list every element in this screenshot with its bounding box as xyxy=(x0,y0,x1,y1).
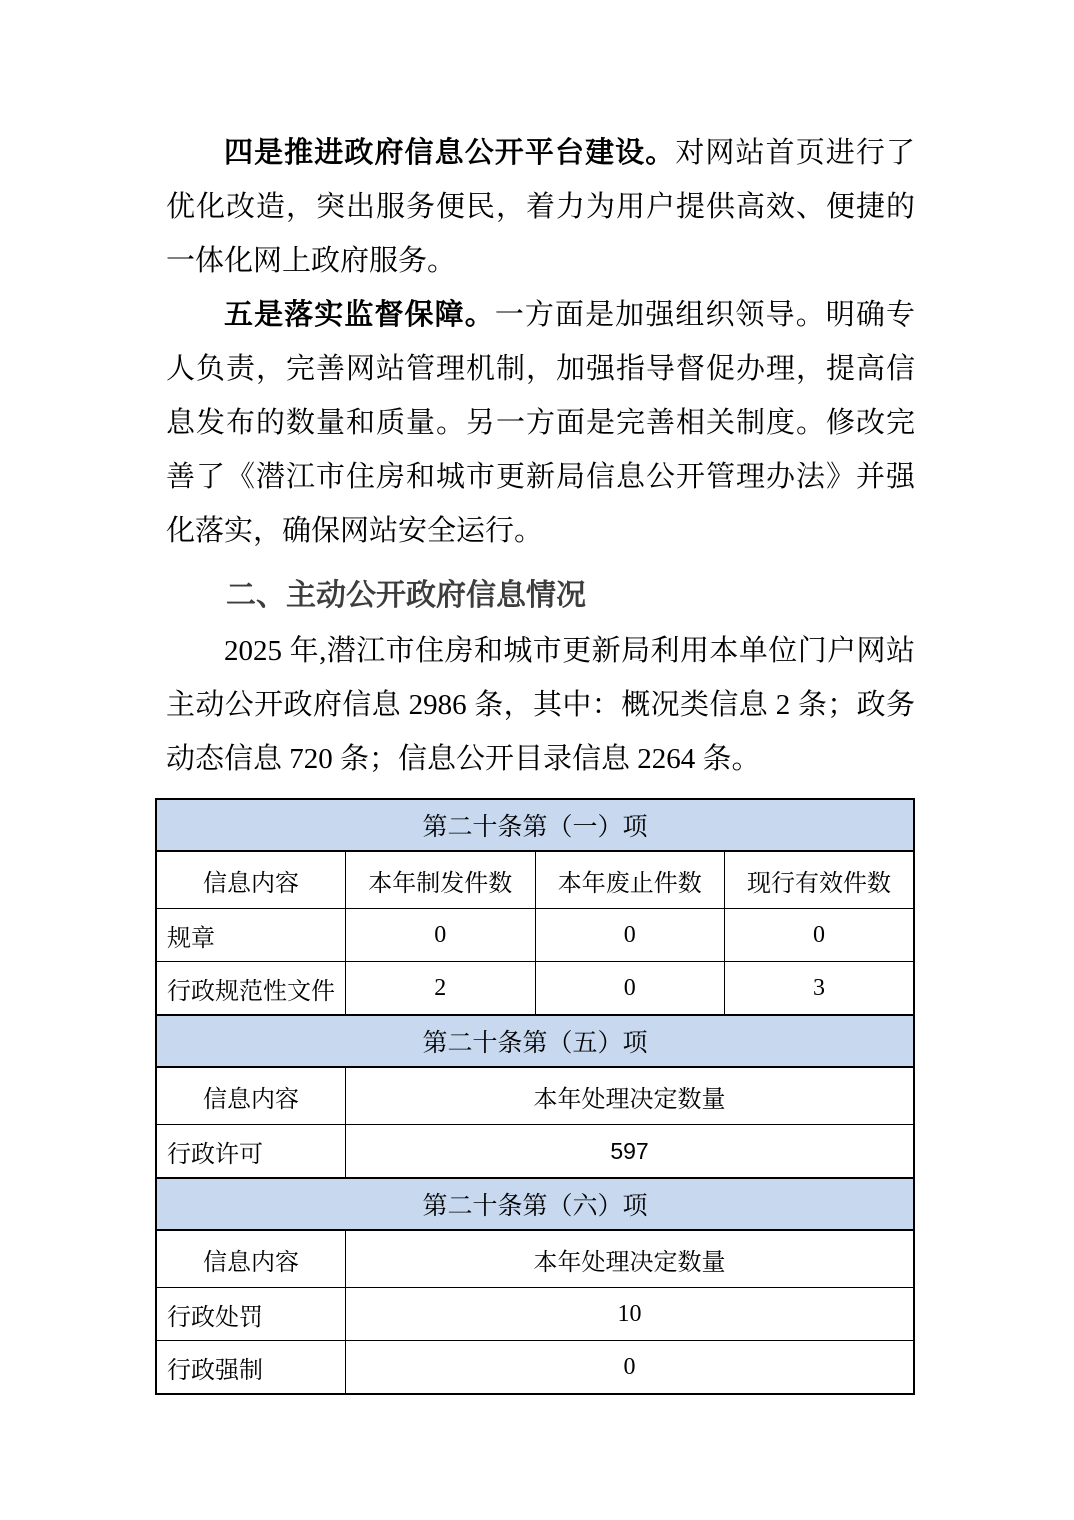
paragraph-five xyxy=(166,288,915,558)
table-row-administrative-coercion xyxy=(156,1341,914,1395)
cell-normative-issued: 2 xyxy=(346,962,536,1016)
cell-penalty-decisions: 10 xyxy=(346,1288,915,1341)
cell-normative-effective: 3 xyxy=(725,962,915,1016)
column-header-repealed-count: 本年废止件数 xyxy=(535,851,725,909)
table-section-2-title: 第二十条第（五）项 xyxy=(156,1015,914,1067)
paragraph-four-lead: 四是推进政府信息公开平台建设。 xyxy=(224,137,676,169)
intro-paragraph: 2025 年,潜江市住房和城市更新局利用本单位门户网站主动公开政府信息 2986 条，其中：概况类信息 2 条；政务动态信息 720 条；信息公开目录信息 2264 条。 xyxy=(166,635,915,775)
column-header-issued-count: 本年制发件数 xyxy=(346,851,536,909)
column-header-decisions-count: 本年处理决定数量 xyxy=(346,1067,915,1125)
table-section-3-title-row xyxy=(156,1178,914,1230)
table-section-2-header-row xyxy=(156,1067,914,1125)
table-row-rules xyxy=(156,909,914,962)
section-heading: 二、主动公开政府信息情况 xyxy=(226,579,586,612)
column-header-decisions-count: 本年处理决定数量 xyxy=(346,1230,915,1288)
paragraph-five-body: 一方面是加强组织领导。明确专人负责，完善网站管理机制，加强指导督促办理，提高信息发布的数量和质量。另一方面是完善相关制度。修改完善了《潜江市住房和城市更新局信息公开管理办法》并强化落实，确保网站安全运行。 xyxy=(166,299,915,547)
row-label-rules: 规章 xyxy=(156,909,346,962)
table-row-normative-documents xyxy=(156,962,914,1016)
table-row-administrative-penalty xyxy=(156,1288,914,1341)
column-header-effective-count: 现行有效件数 xyxy=(725,851,915,909)
table-row-administrative-license xyxy=(156,1125,914,1179)
column-header-info-content: 信息内容 xyxy=(156,1230,346,1288)
row-label-normative-documents: 行政规范性文件 xyxy=(156,962,346,1016)
paragraph-four xyxy=(166,126,915,288)
cell-rules-issued: 0 xyxy=(346,909,536,962)
table-section-1-title-row xyxy=(156,799,914,851)
cell-rules-repealed: 0 xyxy=(535,909,725,962)
table-section-1-header-row xyxy=(156,851,914,909)
row-label-administrative-license: 行政许可 xyxy=(156,1125,346,1179)
table-section-3-title: 第二十条第（六）项 xyxy=(156,1178,914,1230)
cell-rules-effective: 0 xyxy=(725,909,915,962)
disclosure-statistics-table xyxy=(155,798,915,1395)
column-header-info-content: 信息内容 xyxy=(156,1067,346,1125)
paragraph-four-body: 对网站首页进行了优化改造，突出服务便民，着力为用户提供高效、便捷的一体化网上政府服务。 xyxy=(166,137,915,277)
row-label-administrative-penalty: 行政处罚 xyxy=(156,1288,346,1341)
table-section-2-title-row xyxy=(156,1015,914,1067)
table-section-3-header-row xyxy=(156,1230,914,1288)
cell-coercion-decisions: 0 xyxy=(346,1341,915,1395)
cell-normative-repealed: 0 xyxy=(535,962,725,1016)
row-label-administrative-coercion: 行政强制 xyxy=(156,1341,346,1395)
cell-license-decisions: 597 xyxy=(346,1125,915,1179)
paragraph-five-lead: 五是落实监督保障。 xyxy=(224,299,495,331)
table-section-1-title: 第二十条第（一）项 xyxy=(156,799,914,851)
column-header-info-content: 信息内容 xyxy=(156,851,346,909)
